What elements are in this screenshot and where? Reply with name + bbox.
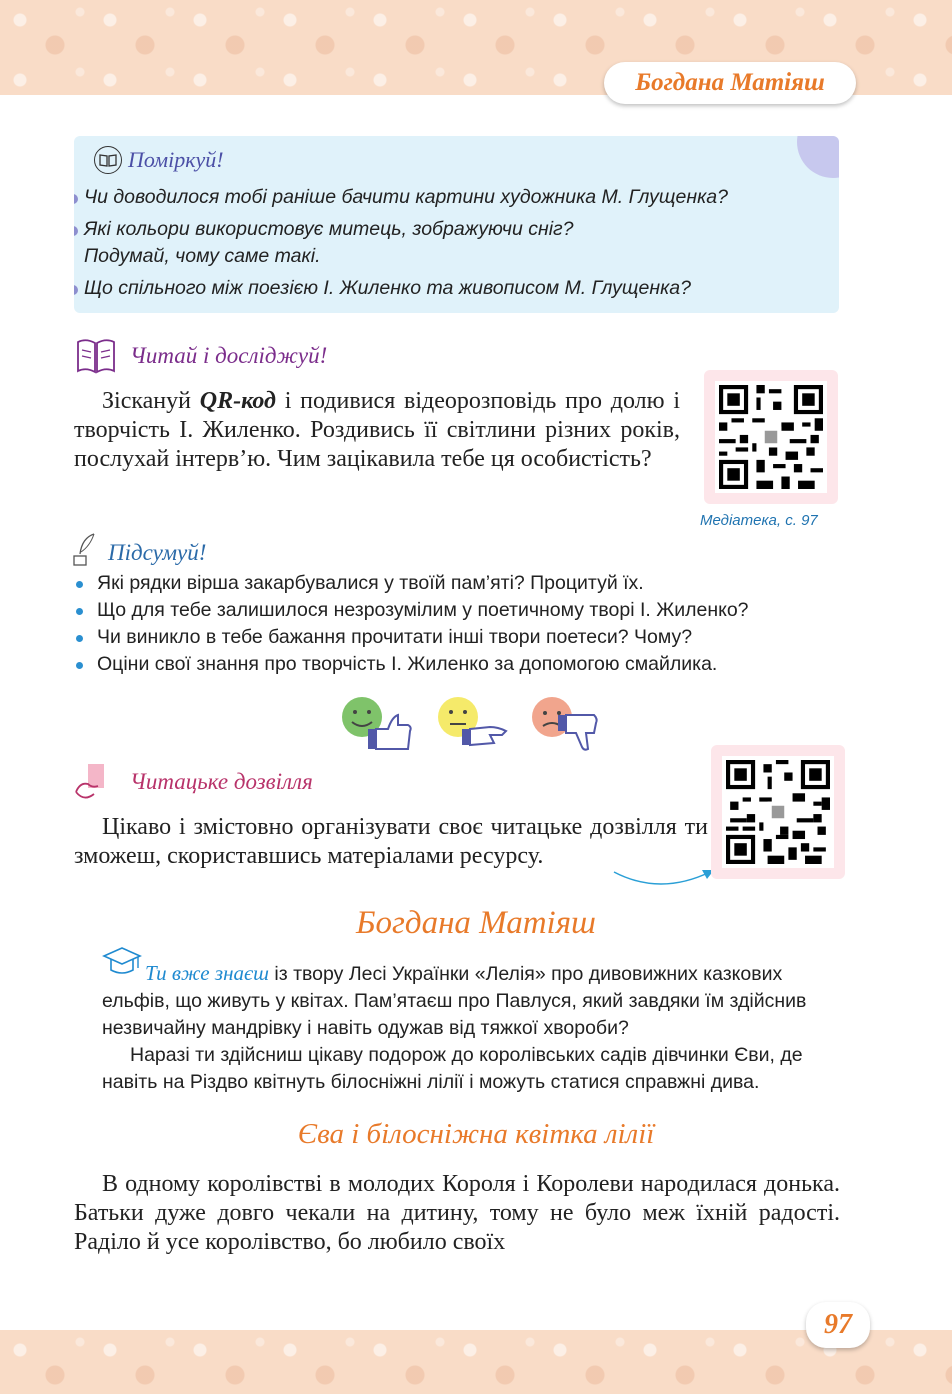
- think-questions: [74, 184, 728, 307]
- qr-caption: Медіатека, с. 97: [700, 512, 818, 529]
- qr-code-icon[interactable]: [715, 381, 827, 493]
- text: Зіскануй: [102, 388, 200, 414]
- research-title-text: Читай і досліджуй!: [130, 343, 328, 368]
- already-know-label: Ти вже знаєш: [145, 961, 269, 985]
- think-title: [94, 146, 224, 174]
- think-box: [74, 136, 839, 313]
- list-item: [74, 184, 728, 211]
- summary-questions: [74, 570, 749, 678]
- book-icon: [74, 336, 118, 376]
- story-title: Єва і білосніжна квітка лілії: [297, 1118, 655, 1150]
- leisure-title-text: Читацьке дозвілля: [130, 769, 313, 794]
- bullet-icon: [74, 226, 78, 236]
- research-paragraph: [74, 387, 680, 474]
- text: і подивися відеорозповідь про долю і творчість І. Жиленко. Роздивись її світлини різних років, послухай інтерв’ю. Чим зацікавила тебе ця особистість?: [74, 388, 680, 472]
- list-item: [74, 275, 728, 302]
- smiley-rating: [340, 693, 610, 753]
- question-text: Чи доводилося тобі раніше бачити картини художника М. Глущенка?: [84, 186, 728, 208]
- know-paragraph: [102, 960, 842, 1042]
- author-heading: Богдана Матіяш: [356, 905, 596, 941]
- summary-title: [72, 532, 206, 566]
- sad-smiley-thumbs-down-icon[interactable]: [532, 697, 597, 750]
- quill-icon: [72, 532, 98, 566]
- arrow-to-qr-icon: [610, 862, 720, 888]
- bullet-icon: [74, 285, 78, 295]
- neutral-smiley-pointing-icon[interactable]: [438, 697, 506, 745]
- list-item: Які рядки вірша закарбувалися у твоїй пам’яті? Процитуй їх.: [74, 570, 749, 597]
- happy-smiley-thumbs-up-icon[interactable]: [342, 697, 411, 749]
- trip-paragraph: Наразі ти здійсниш цікаву подорож до королівських садів дівчинки Єви, де навіть на Різдво квітнуть білосніжні лілії і можуть статися справжні дива.: [102, 1044, 803, 1093]
- hand-holding-book-icon: [72, 762, 112, 802]
- already-know-block: [102, 960, 842, 1096]
- bullet-icon: [74, 194, 78, 204]
- qr-code-frame[interactable]: [711, 745, 845, 879]
- question-text: Подумай, чому саме такі.: [84, 245, 321, 267]
- qr-code-icon[interactable]: [722, 756, 834, 868]
- qr-code-frame[interactable]: [704, 370, 838, 504]
- header-title: Богдана Матіяш: [635, 69, 825, 96]
- qr-bold-text: QR-код: [199, 388, 276, 414]
- leisure-title: [72, 762, 313, 802]
- know-text: із твору Лесі Українки «Лелія» про дивовижних казкових ельфів, що живуть у квітах. Пам’ятаєш про Павлуся, який завдяки їм здійснив незвичайну мандрівку і навіть одужав від тяжкої хвороби?: [102, 963, 807, 1039]
- corner-decoration: [797, 136, 839, 178]
- think-title-text: Поміркуй!: [128, 147, 224, 172]
- research-title: [74, 336, 327, 376]
- page-number-text: 97: [824, 1309, 852, 1340]
- question-text: Що спільного між поезією І. Жиленко та живописом М. Глущенка?: [84, 277, 691, 299]
- leisure-paragraph: Цікаво і змістовно організувати своє читацьке дозвілля ти зможеш, скориставшись матеріалами ресурсу.: [74, 814, 708, 869]
- open-book-icon: [94, 146, 122, 174]
- list-item: Оціни свої знання про творчість І. Жиленко за допомогою смайлика.: [74, 651, 749, 678]
- header-author-tab: [604, 62, 856, 104]
- page-number: [806, 1302, 870, 1348]
- list-item: [74, 216, 728, 270]
- question-text: Які кольори використовує митець, зображуючи сніг?: [84, 218, 574, 240]
- list-item: Що для тебе залишилося незрозумілим у поетичному творі І. Жиленко?: [74, 597, 749, 624]
- summary-title-text: Підсумуй!: [108, 540, 207, 565]
- story-paragraph: В одному королівстві в молодих Короля і Королеви народилася донька. Батьки дуже довго чекали на дитину, тому не було меж їхній радості. Раділо й усе королівство, бо любило своїх: [74, 1171, 840, 1255]
- list-item: Чи виникло в тебе бажання прочитати інші твори поетеси? Чому?: [74, 624, 749, 651]
